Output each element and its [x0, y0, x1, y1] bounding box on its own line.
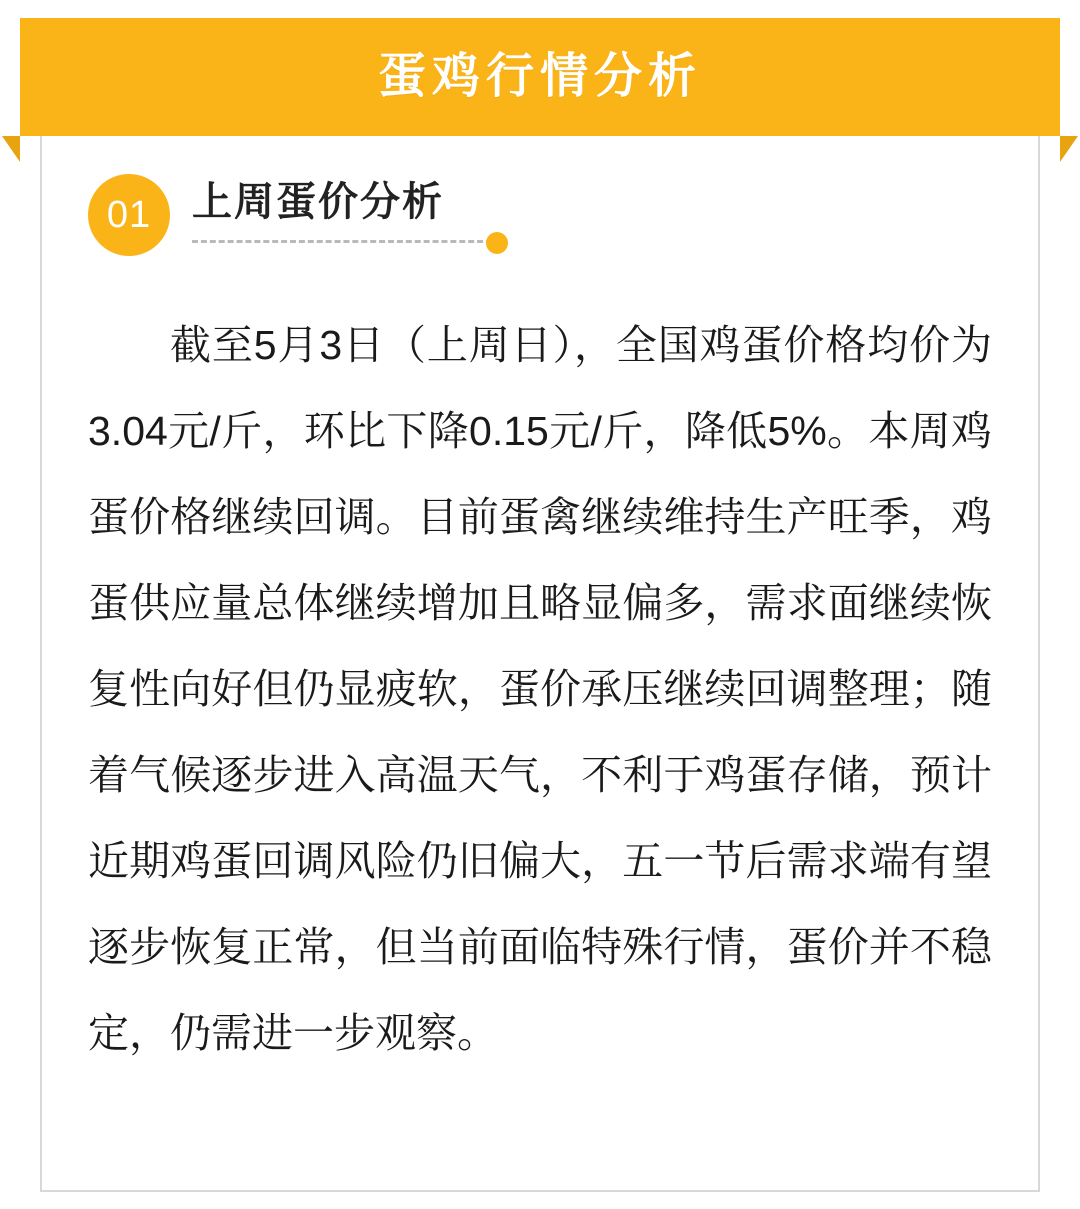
header-banner: [20, 18, 1060, 136]
section-heading: [88, 172, 992, 282]
section-title: 上周蛋价分析: [192, 180, 444, 224]
body-paragraph: 截至5月3日（上周日），全国鸡蛋价格均价为3.04元/斤，环比下降0.15元/斤，降低5%。本周鸡蛋价格继续回调。目前蛋禽继续维持生产旺季，鸡蛋供应量总体继续增加且略显偏多，需求面继续恢复性向好但仍显疲软，蛋价承压继续回调整理；随着气候逐步进入高温天气，不利于鸡蛋存储，预计近期鸡蛋回调风险仍旧偏大，五一节后需求端有望逐步恢复正常，但当前面临特殊行情，蛋价并不稳定，仍需进一步观察。: [88, 322, 992, 1056]
content-card: [40, 132, 1040, 1192]
section-divider: [192, 240, 492, 243]
ribbon-fold-right: [1060, 136, 1078, 162]
header-banner-wrapper: [20, 18, 1060, 136]
page-title: 蛋鸡行情分析: [377, 50, 702, 103]
divider-dot-icon: [486, 232, 508, 254]
ribbon-fold-left: [2, 136, 20, 162]
section-title-wrapper: [192, 172, 492, 243]
section-number-badge: 01: [88, 174, 170, 256]
